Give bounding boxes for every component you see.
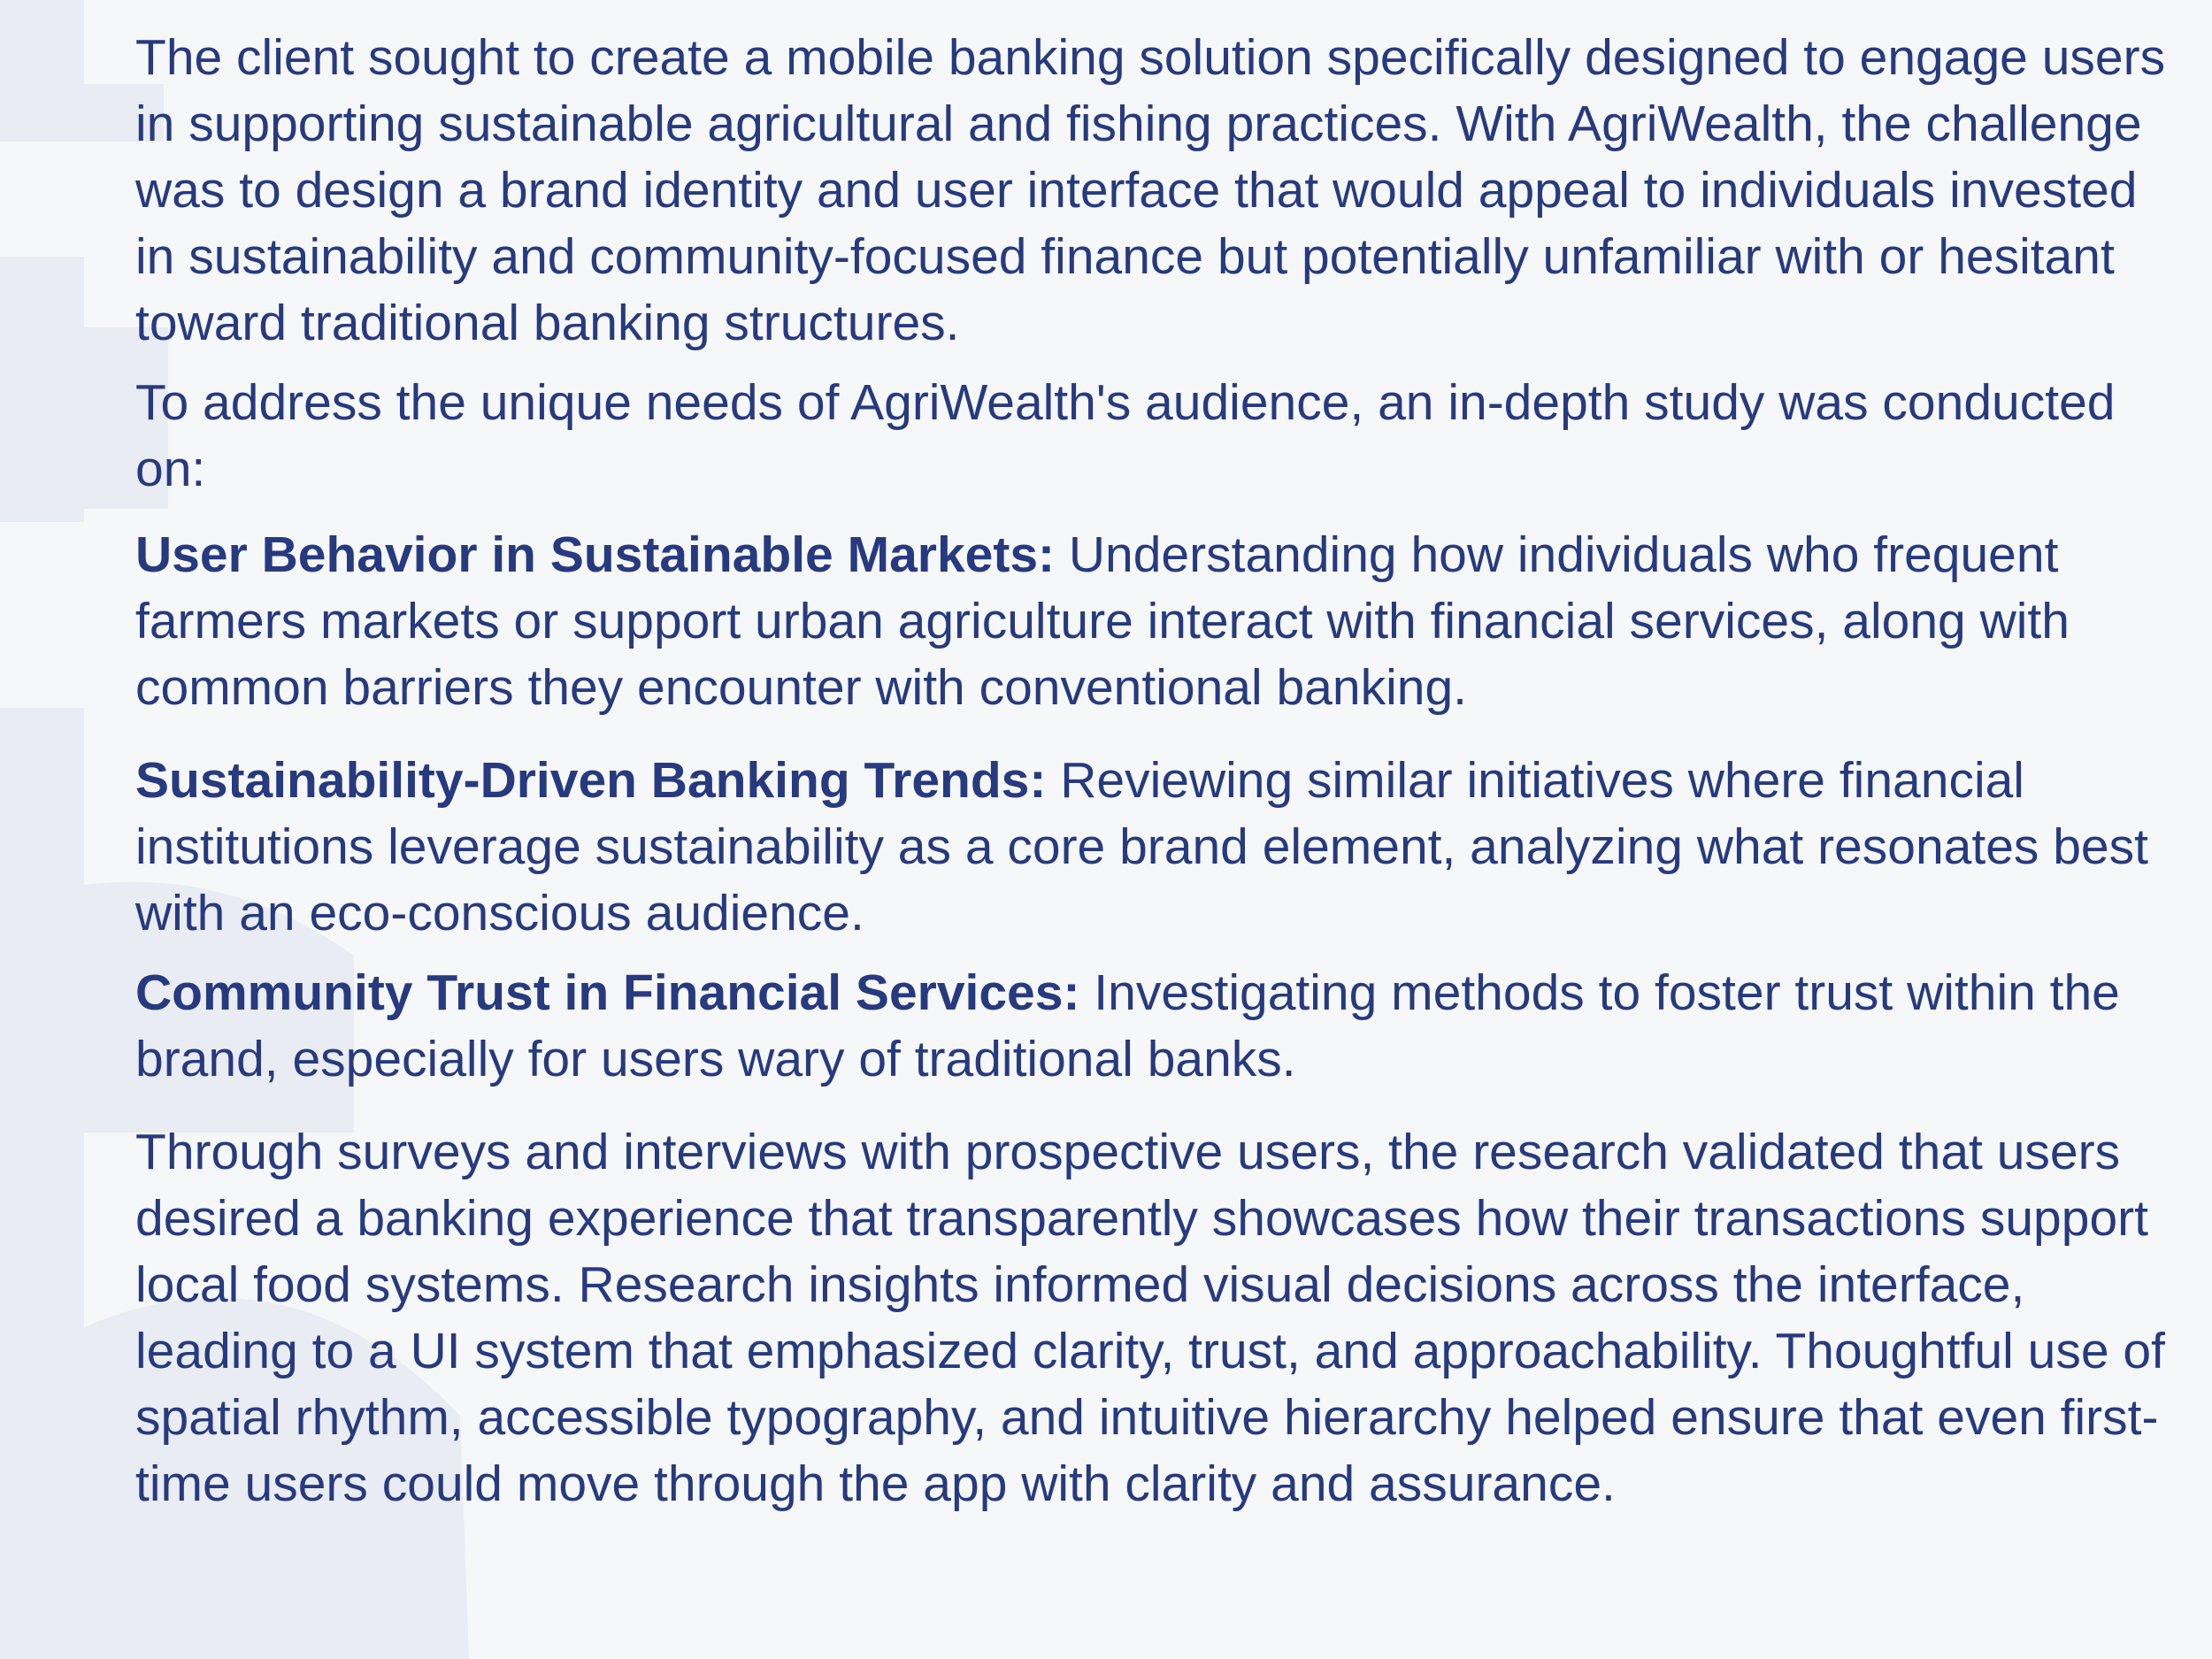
article-body [135, 25, 2170, 1517]
study-item-community-trust [135, 960, 2170, 1093]
study-item-user-behavior [135, 522, 2170, 721]
study-item-text: Investigating methods to foster trust within the brand, especially for users wary of traditional banks. [135, 964, 2120, 1087]
study-item-title: Sustainability-Driven Banking Trends: [135, 752, 1047, 809]
deco-shape [0, 257, 84, 522]
deco-shape [0, 708, 84, 1659]
study-intro-paragraph: To address the unique needs of AgriWealth's audience, an in-depth study was conducted on: [135, 374, 2116, 497]
conclusion-paragraph: Through surveys and interviews with prospective users, the research validated that users desired a banking experience that transparently showcases how their transactions support local food systems. Research insights informed visual decisions across the interface, leading to a UI system that emphasized clarity, trust, and approachability. Thoughtful use of spatial rhythm, accessible typography, and intuitive hierarchy helped ensure that even first-time users could move through the app with clarity and assurance. [135, 1124, 2165, 1512]
study-item-title: Community Trust in Financial Services: [135, 964, 1080, 1021]
deco-shape [0, 0, 84, 142]
intro-paragraph: The client sought to create a mobile banking solution specifically designed to engage users in supporting sustainable agricultural and fishing practices. With AgriWealth, the challenge was to design a brand identity and user interface that would appeal to individuals invested in sustainability and community-focused finance but potentially unfamiliar with or hesitant toward traditional banking structures. [135, 29, 2166, 351]
study-item-title: User Behavior in Sustainable Markets: [135, 526, 1056, 583]
study-item-text: Understanding how individuals who frequent farmers markets or support urban agriculture interact with financial services, along with common barriers they encounter with conventional banking. [135, 526, 2070, 716]
study-item-text: Reviewing similar initiatives where financial institutions leverage sustainability as a core brand element, analyzing what resonates best with an eco-conscious audience. [135, 752, 2148, 941]
study-item-sustainability-trends [135, 748, 2170, 947]
